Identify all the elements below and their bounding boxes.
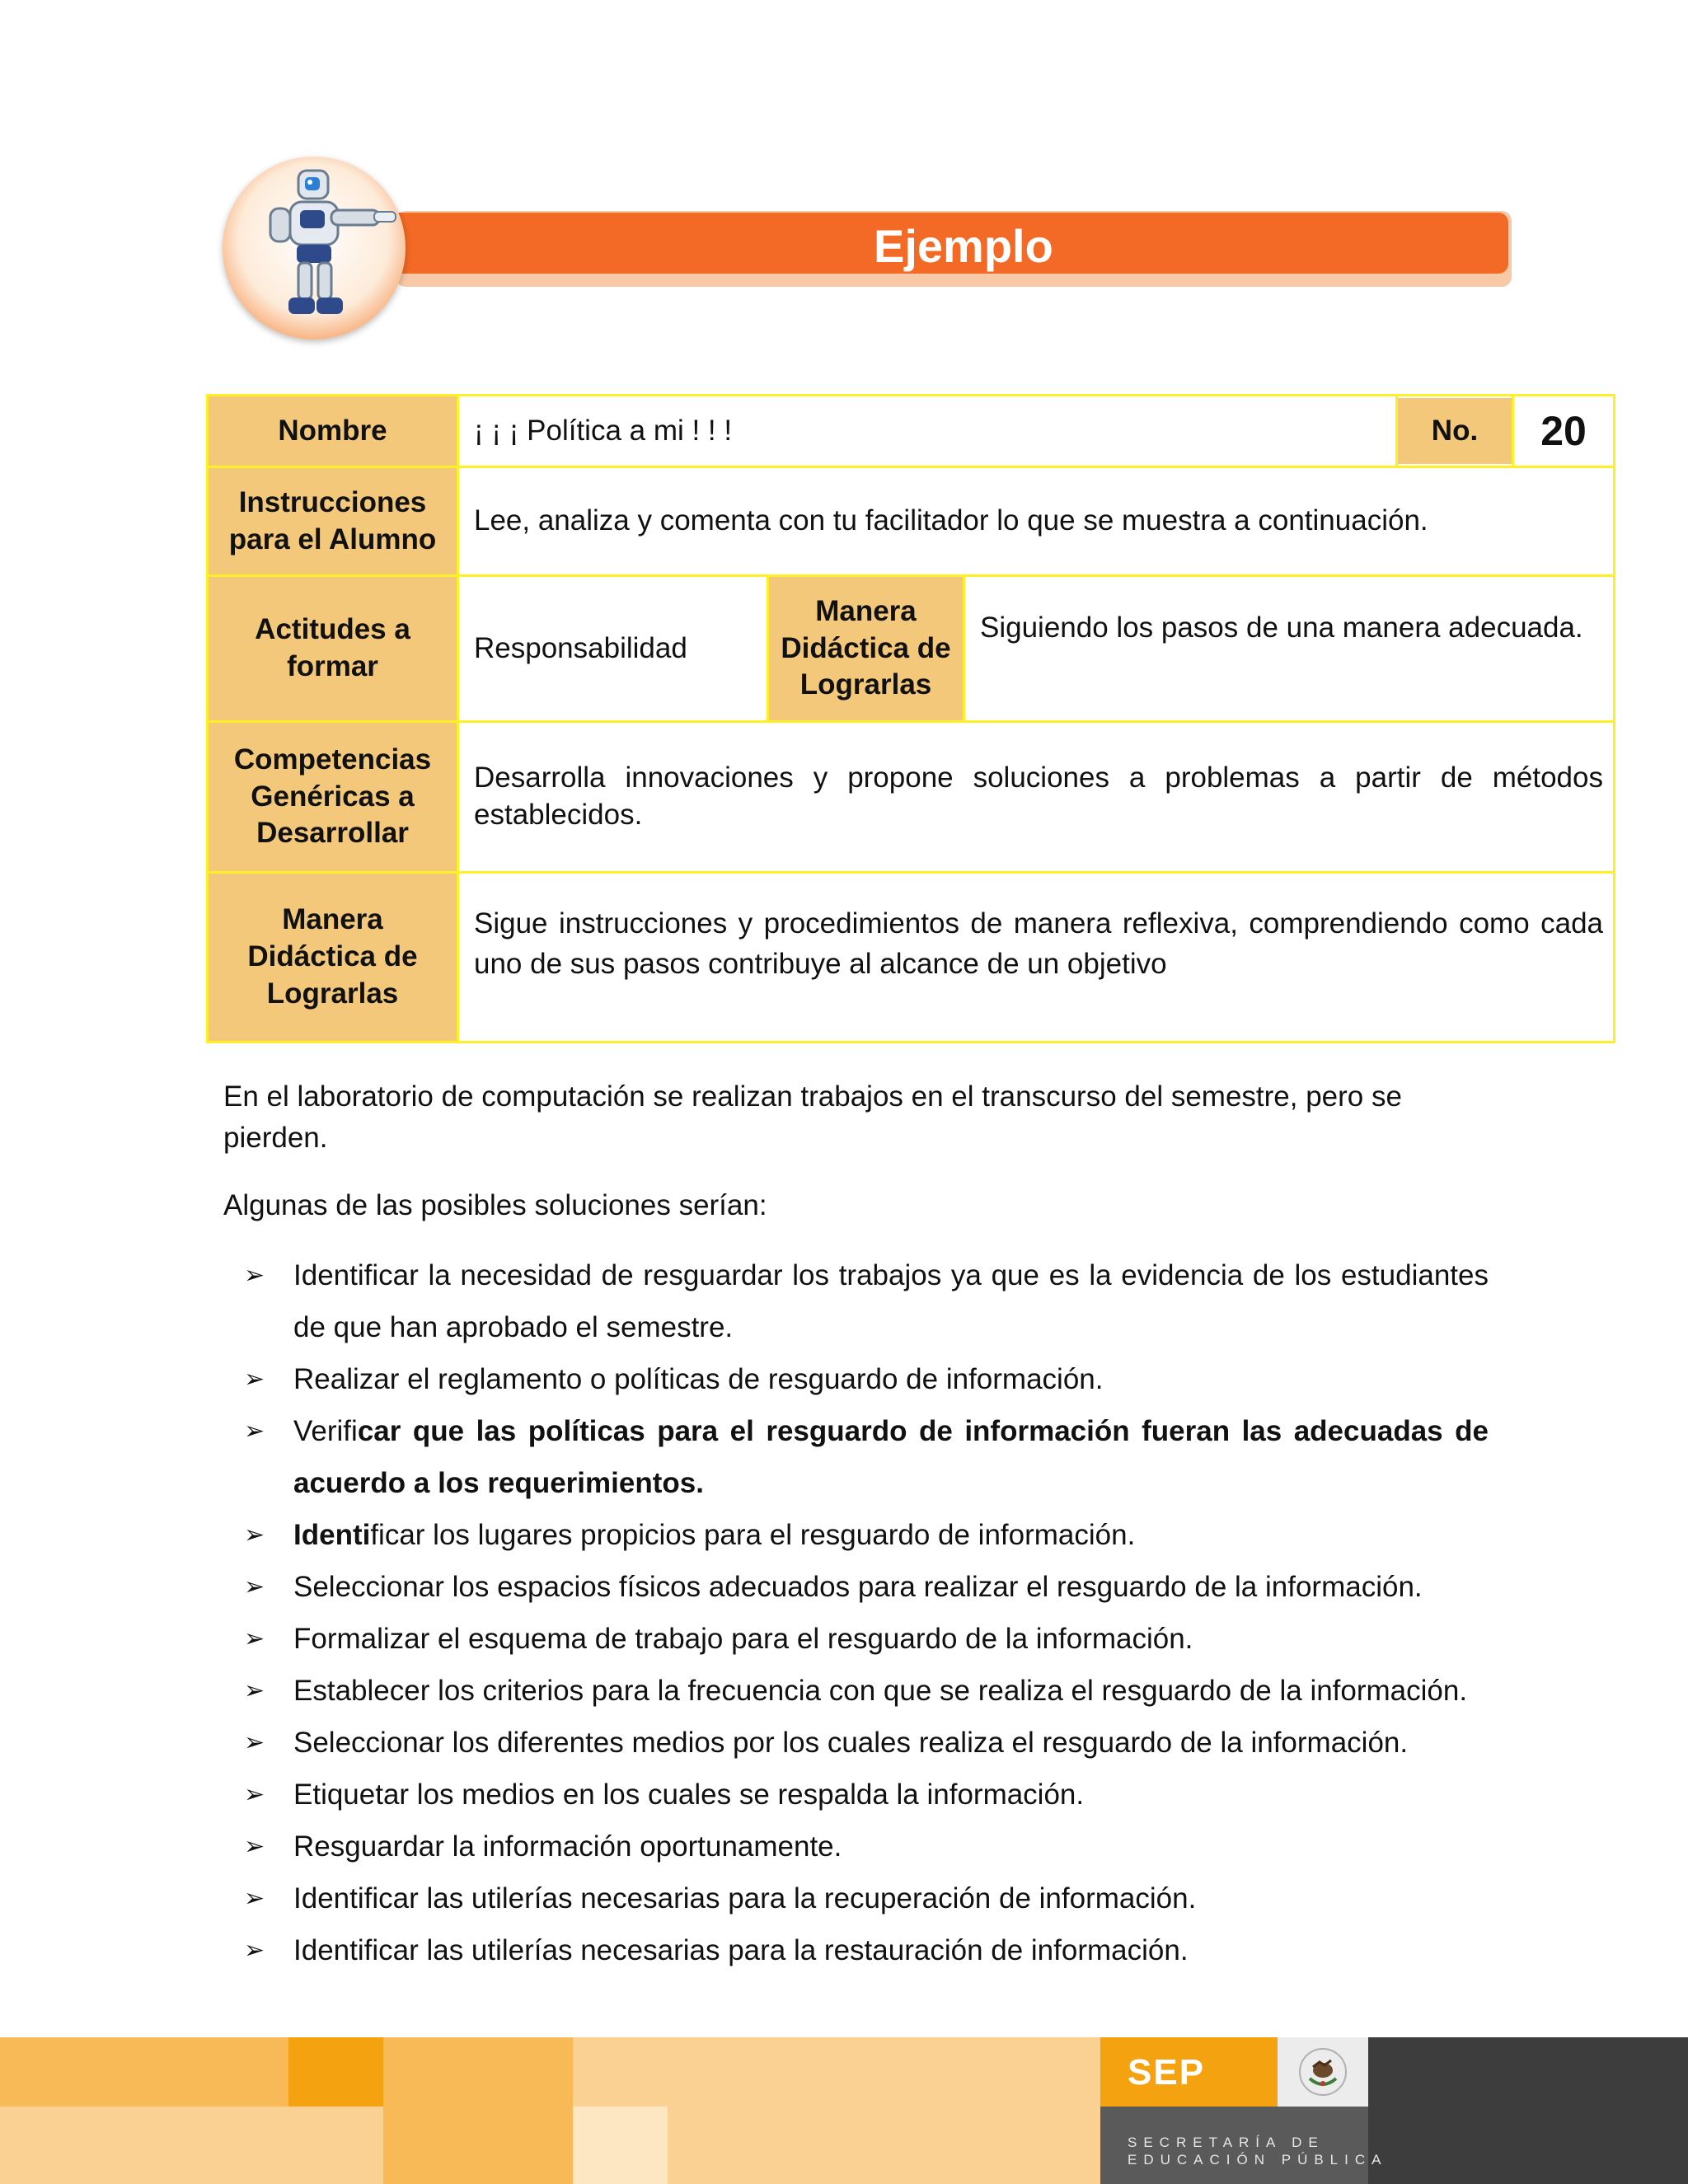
bullet-arrow-icon: ➢ xyxy=(244,1573,265,1601)
bullet-arrow-icon: ➢ xyxy=(244,1366,265,1393)
sep-logo: SEP xyxy=(1128,2052,1206,2093)
bullet-arrow-icon: ➢ xyxy=(244,1625,265,1652)
robot-pointing-icon xyxy=(239,161,404,334)
no-label: No. xyxy=(1398,398,1512,464)
table-divider xyxy=(767,574,769,720)
bullet-arrow-icon: ➢ xyxy=(244,1677,265,1704)
list-item: ➢ Realizar el reglamento o políticas de resguardo de información. xyxy=(244,1353,1489,1405)
list-item: ➢ Seleccionar los diferentes medios por los cuales realiza el resguardo de la información. xyxy=(244,1717,1489,1769)
list-item: ➢ Formalizar el esquema de trabajo para el resguardo de la información. xyxy=(244,1613,1489,1665)
nombre-label: Nombre xyxy=(209,396,457,466)
table-divider xyxy=(963,574,965,720)
bullet-arrow-icon: ➢ xyxy=(244,1262,265,1289)
sep-subtitle-line1: SECRETARÍA DE xyxy=(1128,2135,1325,2150)
list-item: ➢ Identificar la necesidad de resguardar los trabajos ya que es la evidencia de los estudiantes de que han aprobado el semestre. xyxy=(244,1249,1489,1353)
bullet-arrow-icon: ➢ xyxy=(244,1937,265,1964)
solutions-lead: Algunas de las posibles soluciones serían: xyxy=(223,1189,767,1221)
table-divider xyxy=(209,574,1613,577)
table-divider xyxy=(1395,396,1398,466)
nombre-value: ¡ ¡ ¡ Política a mi ! ! ! xyxy=(474,414,733,447)
competencias-value: Desarrolla innovaciones y propone soluciones a problemas a partir de métodos establecidos. xyxy=(474,762,1603,831)
instrucciones-value: Lee, analiza y comenta con tu facilitador lo que se muestra a continuación. xyxy=(474,504,1428,537)
sep-subtitle-line2: EDUCACIÓN PÚBLICA xyxy=(1128,2152,1388,2168)
actitudes-value: Responsabilidad xyxy=(474,631,687,664)
solutions-list xyxy=(244,1249,1489,1976)
competencias-label: Competencias Genéricas a Desarrollar xyxy=(209,723,457,871)
list-item: ➢ Resguardar la información oportunamente. xyxy=(244,1821,1489,1872)
bullet-arrow-icon: ➢ xyxy=(244,1729,265,1756)
bullet-arrow-icon: ➢ xyxy=(244,1418,265,1445)
table-divider xyxy=(457,396,459,1041)
list-item: ➢ Identificar las utilerías necesarias para la recuperación de información. xyxy=(244,1872,1489,1924)
mexico-coat-of-arms-icon xyxy=(1290,2046,1356,2098)
list-item: ➢ Verificar que las políticas para el resguardo de información fueran las adecuadas de acuerdo a los requerimientos. xyxy=(244,1405,1489,1509)
bullet-arrow-icon: ➢ xyxy=(244,1521,265,1549)
list-item: ➢ Identificar los lugares propicios para el resguardo de información. xyxy=(244,1509,1489,1561)
activity-info-table xyxy=(206,394,1615,1043)
manera-didactica-label: Manera Didáctica de Lograrlas xyxy=(209,874,457,1041)
page-title: Ejemplo xyxy=(874,220,1053,272)
activity-number: 20 xyxy=(1540,408,1587,454)
table-divider xyxy=(209,720,1613,723)
list-item: ➢ Identificar las utilerías necesarias para la restauración de información. xyxy=(244,1924,1489,1976)
actitudes-label: Actitudes a formar xyxy=(209,577,457,720)
bullet-arrow-icon: ➢ xyxy=(244,1781,265,1808)
bullet-arrow-icon: ➢ xyxy=(244,1885,265,1912)
list-item: ➢ Seleccionar los espacios físicos adecuados para realizar el resguardo de la información. xyxy=(244,1561,1489,1613)
manera-didactica-value: Sigue instrucciones y procedimientos de manera reflexiva, comprendiendo como cada uno de sus pasos contribuye al alcance de un objetivo xyxy=(474,907,1603,980)
instrucciones-label: Instrucciones para el Alumno xyxy=(209,468,457,574)
table-divider xyxy=(209,871,1613,874)
table-divider xyxy=(209,466,1613,468)
manera-didactica-inner-value: Siguiendo los pasos de una manera adecuada. xyxy=(980,612,1583,644)
bullet-arrow-icon: ➢ xyxy=(244,1833,265,1860)
table-divider xyxy=(1512,396,1514,466)
list-item: ➢ Establecer los criterios para la frecuencia con que se realiza el resguardo de la información. xyxy=(244,1665,1489,1717)
list-item: ➢ Etiquetar los medios en los cuales se respalda la información. xyxy=(244,1769,1489,1821)
manera-didactica-inner-label: Manera Didáctica de Lograrlas xyxy=(769,577,963,720)
intro-paragraph: En el laboratorio de computación se realizan trabajos en el transcurso del semestre, pero se pierden. xyxy=(223,1080,1402,1154)
